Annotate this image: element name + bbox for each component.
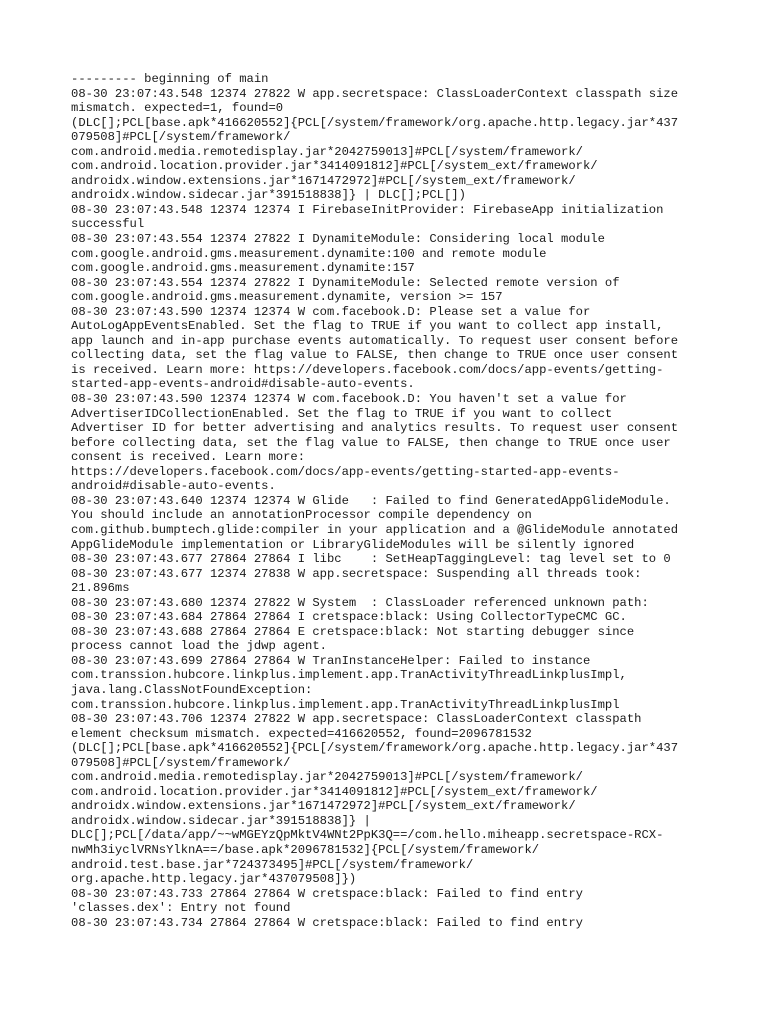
log-line: com.transsion.hubcore.linkplus.implement.app.TranActivityThreadLinkplusImpl, <box>71 668 627 683</box>
log-line: com.transsion.hubcore.linkplus.implement.app.TranActivityThreadLinkplusImpl <box>71 697 620 712</box>
log-line: AdvertiserIDCollectionEnabled. Set the flag to TRUE if you want to collect <box>71 406 613 421</box>
log-line: 08-30 23:07:43.640 12374 12374 W Glide : Failed to find GeneratedAppGlideModule. <box>71 493 671 508</box>
log-line: https://developers.facebook.com/docs/app-events/getting-started-app-events- <box>71 464 620 479</box>
log-line: 21.896ms <box>71 581 130 596</box>
log-line: process cannot load the jdwp agent. <box>71 639 327 654</box>
log-line: AutoLogAppEventsEnabled. Set the flag to TRUE if you want to collect app install, <box>71 319 664 334</box>
log-line: (DLC[];PCL[base.apk*416620552]{PCL[/system/framework/org.apache.http.legacy.jar*437 <box>71 741 679 756</box>
log-line: 08-30 23:07:43.699 27864 27864 W TranInstanceHelper: Failed to instance <box>71 653 591 668</box>
log-line: 079508]#PCL[/system/framework/ <box>71 755 291 770</box>
log-line: 08-30 23:07:43.554 12374 27822 I DynamiteModule: Selected remote version of <box>71 275 620 290</box>
log-line: androidx.window.extensions.jar*1671472972]#PCL[/system_ext/framework/ <box>71 799 576 814</box>
log-line: org.apache.http.legacy.jar*437079508]}) <box>71 872 357 887</box>
log-line: consent is received. Learn more: <box>71 450 306 465</box>
log-line: collecting data, set the flag value to FALSE, then change to TRUE once user consent <box>71 348 679 363</box>
log-line: 08-30 23:07:43.706 12374 27822 W app.secretspace: ClassLoaderContext classpath <box>71 712 642 727</box>
log-line: You should include an annotationProcessor compile dependency on <box>71 508 532 523</box>
log-line: com.android.location.provider.jar*3414091812]#PCL[/system_ext/framework/ <box>71 784 598 799</box>
log-line: com.android.media.remotedisplay.jar*2042759013]#PCL[/system/framework/ <box>71 144 583 159</box>
log-line: before collecting data, set the flag value to FALSE, then change to TRUE once user <box>71 435 671 450</box>
log-line: android#disable-auto-events. <box>71 479 276 494</box>
log-line: com.android.media.remotedisplay.jar*2042759013]#PCL[/system/framework/ <box>71 770 583 785</box>
log-line: com.google.android.gms.measurement.dynamite, version >= 157 <box>71 290 503 305</box>
log-line: androidx.window.extensions.jar*1671472972]#PCL[/system_ext/framework/ <box>71 173 576 188</box>
log-line: 08-30 23:07:43.554 12374 27822 I DynamiteModule: Considering local module <box>71 232 605 247</box>
log-line: 08-30 23:07:43.733 27864 27864 W cretspace:black: Failed to find entry <box>71 886 583 901</box>
log-line: 08-30 23:07:43.590 12374 12374 W com.facebook.D: Please set a value for <box>71 304 591 319</box>
log-line: 08-30 23:07:43.680 12374 27822 W System : ClassLoader referenced unknown path: <box>71 595 649 610</box>
log-line: java.lang.ClassNotFoundException: <box>71 682 313 697</box>
log-line: 08-30 23:07:43.684 27864 27864 I cretspace:black: Using CollectorTypeCMC GC. <box>71 610 627 625</box>
log-line: nwMh3iyclVRNsYlknA==/base.apk*2096781532]{PCL[/system/framework/ <box>71 842 540 857</box>
log-line: 08-30 23:07:43.590 12374 12374 W com.facebook.D: You haven't set a value for <box>71 392 627 407</box>
log-line: android.test.base.jar*724373495]#PCL[/system/framework/ <box>71 857 474 872</box>
logcat-output <box>71 72 731 930</box>
log-line: 08-30 23:07:43.677 12374 27838 W app.secretspace: Suspending all threads took: <box>71 566 642 581</box>
log-line: androidx.window.sidecar.jar*391518838]} | <box>71 813 371 828</box>
log-line: element checksum mismatch. expected=416620552, found=2096781532 <box>71 726 532 741</box>
log-line: DLC[];PCL[/data/app/~~wMGEYzQpMktV4WNt2PpK3Q==/com.hello.miheapp.secretspace-RCX- <box>71 828 664 843</box>
log-line: (DLC[];PCL[base.apk*416620552]{PCL[/system/framework/org.apache.http.legacy.jar*437 <box>71 115 679 130</box>
log-line: is received. Learn more: https://developers.facebook.com/docs/app-events/getting- <box>71 362 664 377</box>
log-line: 08-30 23:07:43.734 27864 27864 W cretspace:black: Failed to find entry <box>71 915 583 930</box>
log-line: app launch and in-app purchase events automatically. To request user consent before <box>71 333 679 348</box>
log-line: mismatch. expected=1, found=0 <box>71 101 284 116</box>
log-line: 08-30 23:07:43.688 27864 27864 E cretspace:black: Not starting debugger since <box>71 624 635 639</box>
log-line: AppGlideModule implementation or LibraryGlideModules will be silently ignored <box>71 537 635 552</box>
log-line: Advertiser ID for better advertising and analytics results. To request user consent <box>71 421 679 436</box>
log-line: com.google.android.gms.measurement.dynamite:157 <box>71 261 415 276</box>
log-line: com.android.location.provider.jar*3414091812]#PCL[/system_ext/framework/ <box>71 159 598 174</box>
log-line: 079508]#PCL[/system/framework/ <box>71 130 291 145</box>
log-line: com.google.android.gms.measurement.dynamite:100 and remote module <box>71 246 547 261</box>
log-line: started-app-events-android#disable-auto-events. <box>71 377 415 392</box>
log-line: 08-30 23:07:43.548 12374 27822 W app.secretspace: ClassLoaderContext classpath size <box>71 86 679 101</box>
log-line: successful <box>71 217 145 232</box>
log-line: com.github.bumptech.glide:compiler in your application and a @GlideModule annotated <box>71 522 679 537</box>
log-line: 'classes.dex': Entry not found <box>71 901 291 916</box>
log-line: 08-30 23:07:43.548 12374 12374 I FirebaseInitProvider: FirebaseApp initialization <box>71 202 664 217</box>
log-line: 08-30 23:07:43.677 27864 27864 I libc : SetHeapTaggingLevel: tag level set to 0 <box>71 552 671 567</box>
log-line: androidx.window.sidecar.jar*391518838]} | DLC[];PCL[]) <box>71 188 466 203</box>
log-line: --------- beginning of main <box>71 72 269 86</box>
